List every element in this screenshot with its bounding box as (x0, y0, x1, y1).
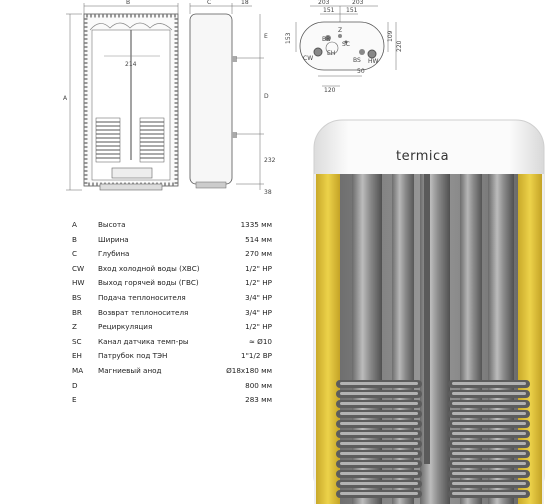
spec-value: 3/4" НР (245, 292, 272, 302)
label-b: B (126, 0, 131, 6)
label-18: 18 (241, 0, 249, 6)
spec-description: Глубина (98, 249, 130, 259)
spec-value: 1/2" НР (245, 322, 272, 332)
spec-description: Вход холодной воды (ХВС) (98, 263, 200, 273)
spec-code: D (72, 380, 78, 390)
label-cw: CW (303, 55, 314, 62)
spec-value: 514 мм (245, 234, 272, 244)
spec-description: Канал датчика темп-ры (98, 336, 189, 346)
spec-description: Возврат теплоносителя (98, 307, 189, 317)
spec-row (72, 276, 272, 291)
spec-code: BR (72, 307, 82, 317)
spec-value: 3/4" НР (245, 307, 272, 317)
product-cutaway-render (300, 118, 560, 504)
spec-row (72, 291, 272, 306)
label-220: 220 (396, 40, 403, 52)
label-38: 38 (264, 189, 272, 196)
spec-row (72, 320, 272, 335)
spec-code: BS (72, 292, 82, 302)
label-153: 153 (285, 32, 292, 44)
label-d: D (264, 93, 269, 100)
dimension-b (84, 0, 178, 14)
spec-code: Z (72, 322, 77, 332)
label-50: 50 (357, 68, 365, 75)
spec-row (72, 364, 272, 379)
magnesium-anode (424, 174, 430, 464)
spec-description: Магниевый анод (98, 365, 162, 375)
spec-value: 270 мм (245, 249, 272, 259)
label-c: C (207, 0, 212, 6)
spec-value: Ø18x180 мм (226, 365, 272, 375)
spec-row (72, 379, 272, 394)
spec-code: C (72, 249, 78, 259)
label-120: 120 (324, 87, 336, 94)
spec-row (72, 349, 272, 364)
label-z: Z (338, 27, 343, 34)
label-sc: SC (342, 41, 350, 48)
spec-row (72, 218, 272, 233)
spec-description: Ширина (98, 234, 129, 244)
spec-description (98, 379, 224, 394)
spec-code: MA (72, 365, 84, 375)
label-inner-214: 214 (125, 61, 137, 68)
spec-code: SC (72, 336, 82, 346)
label-151a: 151 (323, 7, 335, 14)
spec-row (72, 233, 272, 248)
spec-description: Подача теплоносителя (98, 292, 186, 302)
label-203a: 203 (318, 0, 330, 6)
dimension-a (63, 14, 82, 190)
label-151b: 151 (346, 7, 358, 14)
spec-value: 283 мм (245, 395, 272, 405)
label-eh: EH (327, 50, 336, 57)
side-view (190, 0, 276, 196)
spec-value: 1/2" НР (245, 263, 272, 273)
label-203b: 203 (352, 0, 364, 6)
brand-logo: termica (396, 149, 450, 164)
label-e: E (264, 33, 268, 40)
label-bs: BS (353, 57, 361, 64)
label-232: 232 (264, 157, 276, 164)
spec-value: 800 мм (245, 380, 272, 390)
spec-description (98, 393, 224, 408)
spec-value: ≈ Ø10 (248, 336, 272, 346)
spec-row (72, 247, 272, 262)
spec-code: E (72, 395, 77, 405)
spec-value: 1335 мм (240, 220, 272, 229)
spec-row (72, 335, 272, 350)
label-a: A (63, 95, 68, 102)
spec-row (72, 393, 272, 408)
spec-code: HW (72, 278, 85, 288)
spec-code: CW (72, 263, 85, 273)
spec-value: 1"1/2 ВР (241, 351, 272, 361)
spec-code: A (72, 220, 77, 229)
spec-code: EH (72, 351, 82, 361)
spec-value: 1/2" НР (245, 278, 272, 288)
spec-description: Патрубок под ТЭН (98, 351, 168, 361)
spec-table (72, 218, 272, 408)
top-view (285, 0, 403, 94)
spec-row (72, 262, 272, 277)
spec-code: B (72, 234, 77, 244)
label-hw: HW (368, 58, 379, 65)
spec-row (72, 306, 272, 321)
label-br: BR (322, 36, 331, 43)
spec-description: Высота (98, 220, 126, 229)
spec-description: Выход горячей воды (ГВС) (98, 278, 199, 288)
spec-description: Рециркуляция (98, 322, 153, 332)
label-109: 109 (387, 30, 394, 42)
front-section-view (84, 14, 178, 190)
